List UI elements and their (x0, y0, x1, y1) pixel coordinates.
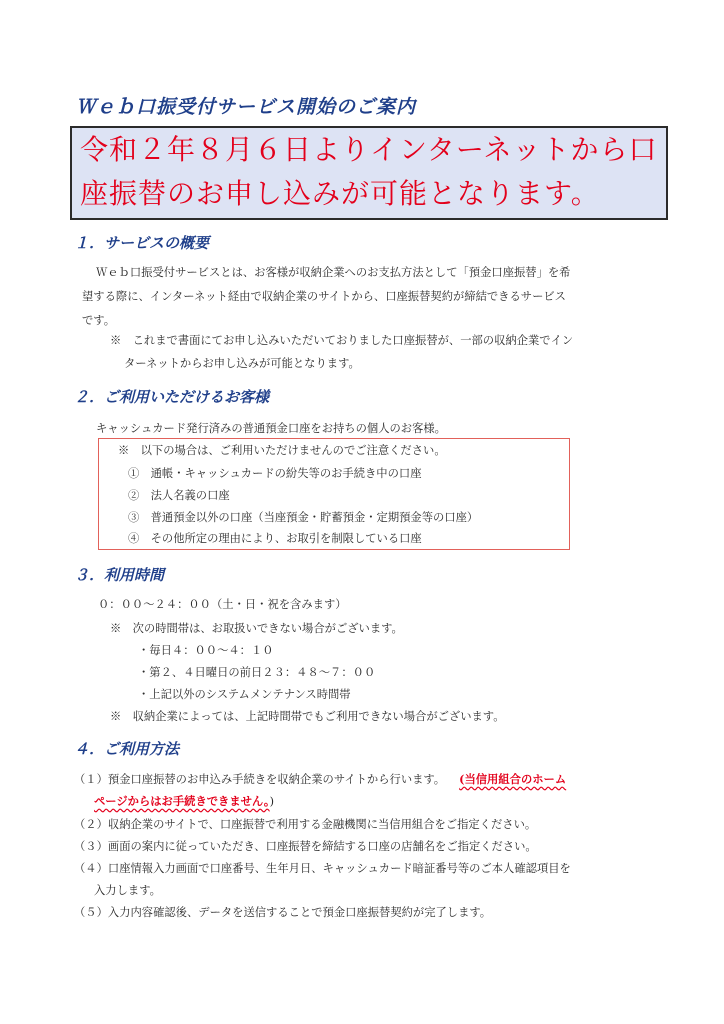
hours-exception: ・毎日４：００～４：１０ (138, 644, 274, 657)
section-4-title: ４．ご利用方法 (74, 740, 180, 758)
exclusion-item: ④ その他所定の理由により、お取引を制限している口座 (128, 532, 422, 545)
step-1-warning-continued: ページからはお手続きできません。 (94, 794, 270, 808)
section-2-text: キャッシュカード発行済みの普通預金口座をお持ちの個人のお客様。 (96, 422, 446, 435)
section-1-note-1: ※ これまで書面にてお申し込みいただいておりました口座振替が、一部の収納企業でイン (110, 334, 574, 347)
section-1-note-2: ターネットからお申し込みが可能となります。 (124, 357, 360, 370)
step-4-continued: 入力します。 (94, 884, 161, 897)
hours-exception: ・第２、４日曜日の前日２３：４８～７：００ (138, 666, 376, 679)
exclusion-item: ① 通帳・キャッシュカードの紛失等のお手続き中の口座 (128, 467, 422, 480)
step-5: （５）入力内容確認後、データを送信することで預金口座振替契約が完了します。 (74, 906, 492, 919)
step-1-warning: (当信用組合のホーム (459, 772, 567, 786)
exclusion-item: ③ 普通預金以外の口座（当座預金・貯蓄預金・定期預金等の口座） (128, 511, 479, 524)
step-1-close-paren: ) (269, 795, 274, 808)
section-1-title: １．サービスの概要 (74, 234, 210, 252)
headline-banner (70, 126, 668, 220)
section-2-title: ２．ご利用いただけるお客様 (74, 388, 270, 406)
step-1-text: （１）預金口座振替のお申込み手続きを収納企業のサイトから行います。 (74, 773, 446, 786)
step-1 (74, 768, 566, 791)
exclusion-item: ② 法人名義の口座 (128, 489, 230, 502)
exclusion-note: ※ 以下の場合は、ご利用いただけませんのでご注意ください。 (118, 444, 446, 457)
step-3: （３）画面の案内に従っていただき、口座振替を締結する口座の店舗名をご指定ください。 (74, 840, 537, 853)
step-2: （２）収納企業のサイトで、口座振替で利用する金融機関に当信用組合をご指定ください。 (74, 818, 537, 831)
headline-line-1: 令和２年８月６日よりインターネットから口 (80, 133, 658, 166)
hours-exception: ・上記以外のシステムメンテナンス時間帯 (138, 688, 351, 701)
headline-line-2: 座振替のお申し込みが可能となります。 (80, 177, 600, 210)
hours-note-2: ※ 収納企業によっては、上記時間帯でもご利用できない場合がございます。 (110, 710, 505, 723)
hours-note: ※ 次の時間帯は、お取扱いできない場合がございます。 (110, 622, 403, 635)
step-1-continued (94, 790, 274, 813)
section-1-text-3: です。 (82, 314, 115, 327)
step-4: （４）口座情報入力画面で口座番号、生年月日、キャッシュカード暗証番号等のご本人確認項目を (74, 862, 571, 875)
service-hours: ０：００～２４：００（土・日・祝を含みます） (98, 598, 347, 611)
section-1-text-2: 望する際に、インターネット経由で収納企業のサイトから、口座振替契約が締結できるサービス (82, 290, 566, 303)
section-1-text-1: Ｗｅｂ口振受付サービスとは、お客様が収納企業へのお支払方法として「預金口座振替」を希 (96, 266, 571, 279)
section-3-title: ３．利用時間 (74, 566, 165, 584)
notice-subtitle: Ｗｅｂ口振受付サービス開始のご案内 (76, 96, 417, 118)
